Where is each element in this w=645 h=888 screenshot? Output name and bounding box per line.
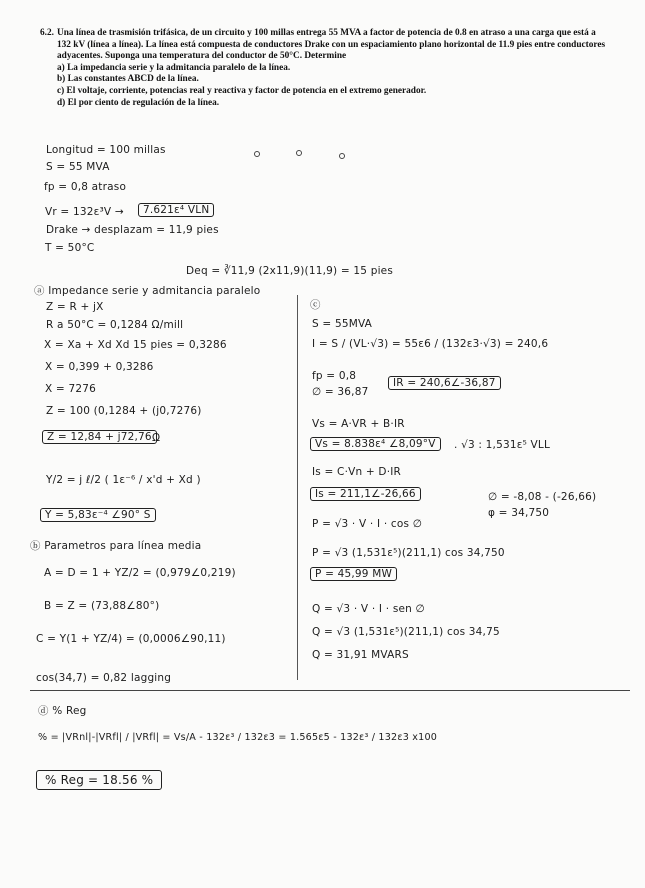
part-c-line: ∅ = 36,87 [312,386,369,398]
given-power: S = 55 MVA [46,161,110,173]
given-vln-box: 7.621ε⁴ VLN [138,203,214,217]
impedance-result-box: Z = 12,84 + j72,76 [42,430,157,444]
part-c-line: Q = 31,91 MVARS [312,649,409,661]
part-c-line: Q = √3 · V · I · sen ∅ [312,603,425,615]
part-c-line: S = 55MVA [312,318,373,330]
problem-item-a: a) La impedancia serie y la admitancia paralelo de la línea. [57,62,291,73]
problem-text: Una línea de trasmisión trifásica, de un circuito y 100 millas entrega 55 MVA a factor de potencia de 0.8 en atraso a una carga que está a 132 kV (línea a línea). La línea está compuesta de conductores Drake con un espaciamiento plano horizontal de 11.9 pies entre conductores adyacentes. Suponga una temperatura del conductor de 50°C. Determine [57,28,606,62]
part-c-line: fp = 0,8 [312,370,357,382]
part-b-title: ⓑ Parametros para línea media [30,540,202,552]
problem-number: 6.2. [40,28,54,38]
ir-result-box: IR = 240,6∠-36,87 [388,376,501,390]
part-a-line: Z = 100 (0,1284 + (j0,7276) [46,405,202,417]
is-result-box: Is = 211,1∠-26,66 [310,487,421,501]
part-b-line: B = Z = (73,88∠80°) [44,600,160,612]
part-c-line: Q = √3 (1,531ε⁵)(211,1) cos 34,75 [312,626,500,638]
given-drake: Drake → desplazam = 11,9 pies [46,224,219,236]
part-c-line: ∅ = -8,08 - (-26,66) [488,491,597,503]
part-c-title: ⓒ [310,299,321,311]
part-b-line: A = D = 1 + YZ/2 = (0,979∠0,219) [44,567,236,579]
part-a-line: Y/2 = j ℓ/2 ( 1ε⁻⁶ / x'd + Xd ) [46,474,201,486]
part-c-line: P = √3 (1,531ε⁵)(211,1) cos 34,750 [312,547,505,559]
decorative-dot [339,153,345,159]
problem-item-b: b) Las constantes ABCD de la línea. [57,74,199,85]
given-pf: fp = 0,8 atraso [44,181,127,193]
part-b-line: cos(34,7) = 0,82 lagging [36,672,172,684]
vs-line-line: . √3 : 1,531ε⁵ VLL [454,439,551,451]
part-c-line: P = √3 · V · I · cos ∅ [312,518,423,530]
vs-result-box: Vs = 8.838ε⁴ ∠8,09°V [310,437,441,451]
part-a-title: ⓐ Impedance serie y admitancia paralelo [34,285,261,297]
problem-item-d: d) El por ciento de regulación de la línea. [57,97,220,108]
admittance-result-box: Y = 5,83ε⁻⁴ ∠90° S [40,508,156,522]
given-length: Longitud = 100 millas [46,144,166,156]
regulation-formula: % = |VRnl|-|VRfl| / |VRfl| = Vs/A - 132ε³ / 132ε3 = 1.565ε5 - 132ε³ / 132ε3 x100 [38,732,438,743]
column-divider [297,295,298,680]
regulation-result-box: % Reg = 18.56 % [36,770,162,790]
part-d-title: ⓓ % Reg [38,705,87,717]
part-c-line: φ = 34,750 [488,507,550,519]
decorative-dot [296,150,302,156]
part-a-line: X = 7276 [45,383,96,395]
problem-item-c: c) El voltaje, corriente, potencias real y reactiva y factor de potencia en el extremo generador. [57,85,427,96]
given-temp: T = 50°C [45,242,95,254]
part-a-line: R a 50°C = 0,1284 Ω/mill [46,319,184,331]
p-result-box: P = 45,99 MW [310,567,397,581]
given-deq: Deq = ∛11,9 (2x11,9)(11,9) = 15 pies [186,265,394,277]
part-a-line: X = 0,399 + 0,3286 [45,361,154,373]
given-vr: Vr = 132ε³V → [45,206,124,218]
part-c-line: Vs = A·VR + B·IR [312,418,405,430]
part-c-line: I = S / (VL·√3) = 55ε6 / (132ε3·√3) = 240,6 [312,338,549,350]
decorative-dot [254,151,260,157]
section-divider [30,690,630,691]
part-a-line: X = Xa + Xd Xd 15 pies = 0,3286 [44,339,227,351]
part-c-line: Is = C·Vn + D·IR [312,466,402,478]
ohm-unit: Ω [152,432,161,444]
part-b-line: C = Y(1 + YZ/4) = (0,0006∠90,11) [36,633,226,645]
part-a-line: Z = R + jX [46,301,104,313]
